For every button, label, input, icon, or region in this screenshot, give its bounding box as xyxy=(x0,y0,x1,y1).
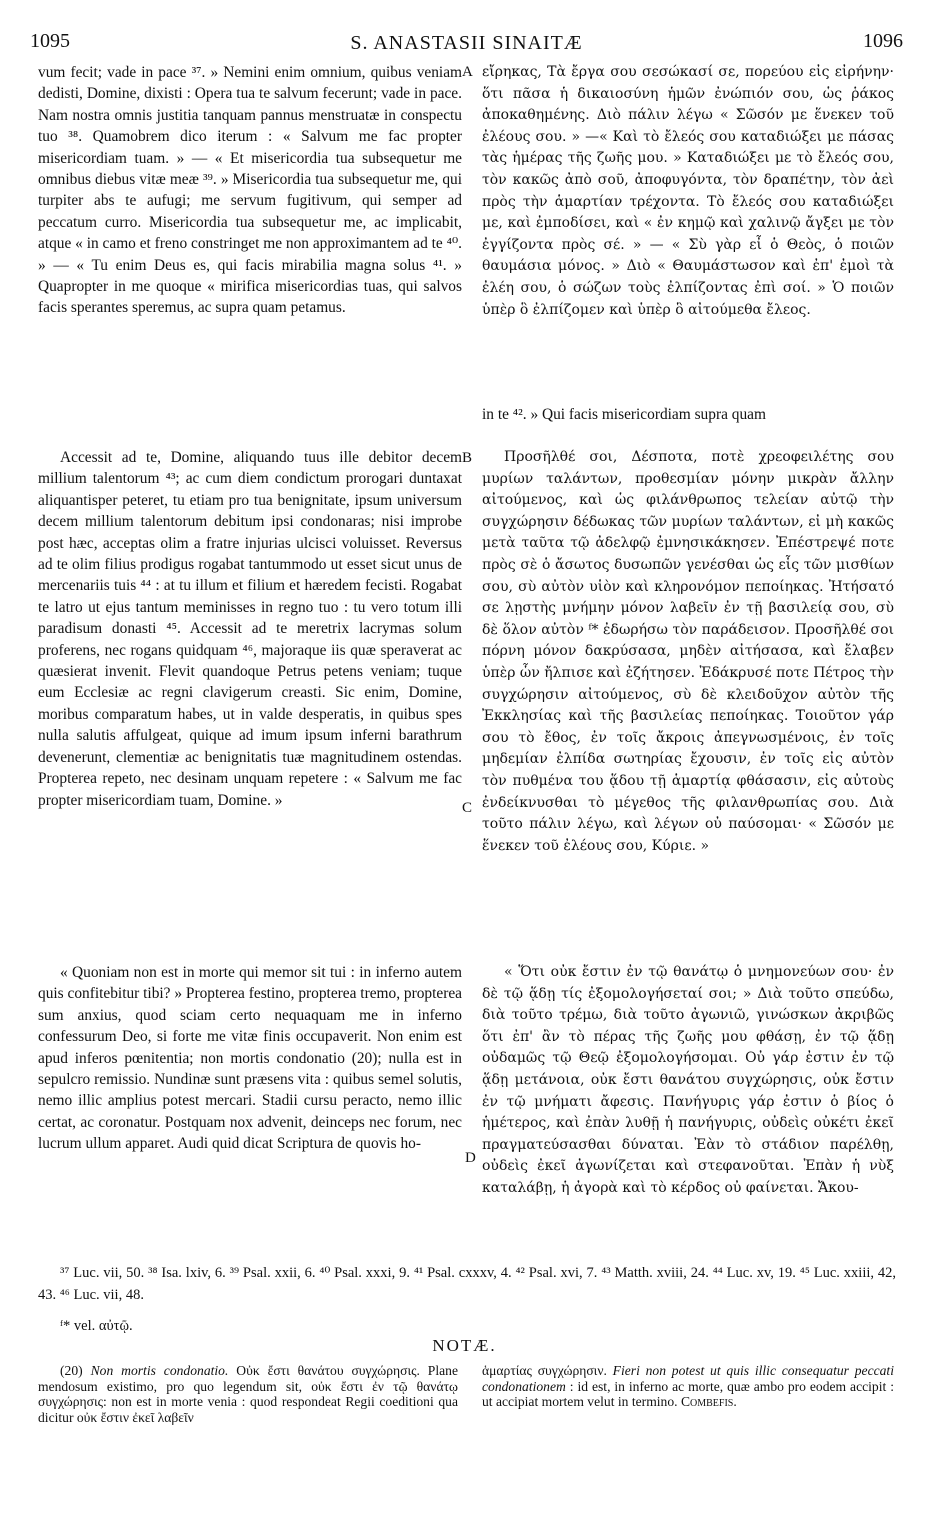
margin-marker-b: B xyxy=(462,450,473,466)
note-lemma: Non mortis condonatio. xyxy=(90,1363,229,1378)
footnote-references: ³⁷ Luc. vii, 50. ³⁸ Isa. lxiv, 6. ³⁹ Psal. xxii, 6. ⁴⁰ Psal. xxxi, 9. ⁴¹ Psal. cxxxv, 4. ⁴² Psal. xvi, 7. ⁴³ Matth. xviii, 24. ⁴⁴ Luc. xv, 19. ⁴⁵ Luc. xxiii, 42, 43. ⁴⁶ Luc. vii, 48. xyxy=(38,1265,896,1303)
greek-paragraph-3: « Ὅτι οὐκ ἔστιν ἐν τῷ θανάτῳ ὁ μνημονεύων σου· ἐν δὲ τῷ ᾅδῃ τίς ἐξομολογήσεταί σοι; » Διὰ τοῦτο σπεύδω, διὰ τοῦτο τρέμω, διὰ τοῦτο ἀγωνιῶ, γινώσκων ἀκριβῶς ὅτι ἐπ' ἂν τὸ πέρας τῆς ζωῆς μου φθάσῃ, ἐν τῷ ᾅδῃ οὐδαμῶς τῷ Θεῷ ἐξομολογήσομαι. Οὐ γάρ ἐστιν ἐν τῷ ᾅδῃ μετάνοια, οὐκ ἔστι θανάτου συγχώρησις, οὐκ ἔστιν ἐν τῷ μνήματι ἄφεσις. Πανήγυρις γάρ ἐστιν ὁ βίος ὁ ἡμέτερος, καὶ ἐπὰν λυθῇ ἡ πανήγυρις, οὐδεὶς οὐκέτι ἐκεῖ πραγματεύσασθαι δύναται. Ἐὰν τὸ στάδιον παρέλθῃ, οὐδεὶς ἐκεῖ ἀγωνίζεται καὶ στεφανοῦται. Ἐπὰν ἡ νὺξ καταλάβῃ, ἡ ἀγορὰ καὶ τὸ κέρδος οὐ φαίνεται. Ἄκου- xyxy=(482,964,894,1196)
greek-paragraph-1: εἴρηκας, Τὰ ἔργα σου σεσώκασί σε, πορεύου εἰς εἰρήνην· ὅτι πᾶσα ἡ δικαιοσύνη ἡμῶν ἐνώπιόν σου, ὡς ῥάκος ἀποκαθημένης. Διὸ πάλιν λέγω « Σῶσόν με ἕνεκεν τοῦ ἐλέους σου. » —« Καὶ τὸ ἔλεός σου καταδιώξει με πάσας τὰς ἡμέρας τῆς ζωῆς μου. » Καταδιώξει με τὸ ἔλεός σου, τὸν κακῶς ἀπὸ σοῦ, ἀποφυγόντα, τὸν δραπέτην, τὸν ἀεὶ πρὸς τὴν ἁμαρτίαν τρέχοντα. Τὸ ἔλεός σου καταδιώξει με, καὶ ἐμποδίσει, καὶ « ἐν κημῷ καὶ χαλινῷ ἄγξει με τὸν ἐγγίζοντα πρὸς σέ. » — « Σὺ γὰρ εἶ ὁ Θεὸς, ὁ ποιῶν θαυμάσια μόνος. » Διὸ « Θαυμάστωσον καὶ ἐπ' ἐμοὶ τὰ ἐλέη σου, ὁ σώζων τοὺς ἐλπίζοντας ἐπὶ σοί. » Ὁ ποιῶν ὑπὲρ ὃ ἐλπίζομεν καὶ ὑπὲρ ὃ αἰτούμεθα ἔλεος. xyxy=(482,64,894,318)
greek-column-block-b xyxy=(482,447,894,857)
latin-continuation-text: in te ⁴². » Qui facis misericordiam supra quam xyxy=(482,406,766,423)
latin-column-block-a xyxy=(38,62,462,319)
page-number-left: 1095 xyxy=(30,30,70,52)
margin-marker-c: C xyxy=(462,800,473,816)
note-left-text: Οὐκ ἔστι θανάτου συγχώρησις. Plane mendosum existimo, pro quo legendum sit, οὐκ ἔστι ἐν τῷ θανάτῳ συγχώρησις: non est in morte venia : quod respondeat Regii coeditioni qua dicitur οὐκ ἔστιν ἐκεῖ λαβεῖν xyxy=(38,1363,458,1425)
variant-note: ᶠ* vel. αὐτῷ. xyxy=(60,1318,133,1334)
note-right-text: : id est, in inferno ac morte, quæ ambo pro eodem accipit : ut accipiat mortem velut in termino. xyxy=(482,1378,894,1410)
greek-column-block-a xyxy=(482,62,894,321)
notae-left-column xyxy=(38,1363,458,1425)
greek-paragraph-2: Προσῆλθέ σοι, Δέσποτα, ποτὲ χρεοφειλέτης σου μυρίων ταλάντων, προθεσμίαν μόνην μικρὰν ἄλλην αἰτούμενος, καὶ ὡς φιλάνθρωπος τελείαν αὐτῷ τὴν συγχώρησιν δέδωκας τῶν μυρίων ταλάντων, εἰ μὴ κακῶς μετὰ ταῦτα τῷ ἀδελφῷ ἐμνησικάκησεν. Ἐπέστρεψέ ποτε πρὸς σὲ ὁ ἄσωτος δυσωπῶν γενέσθαι ὡς εἷς τῶν μισθίων σου, σὺ αὐτὸν υἱὸν καὶ κληρονόμον πεποίηκας. Ἠτήσατό σε λῃστὴς μνήμην μόνον λαβεῖν ἐν τῇ βασιλείᾳ σου, σὺ δὲ ὅλον αὐτὸν ᶠ* ἐδωρήσω τὸν παράδεισον. Προσῆλθέ σοι πόρνη μόνον δακρύσασα, μηδὲν αἰτήσασα, καὶ ἔλαβεν ὑπὲρ ὧν ἤλπισε καὶ ἐζήτησεν. Ἐδάκρυσέ ποτε Πέτρος τὴν συγχώρησιν αἰτούμενος, σὺ δὲ κλειδοῦχον αὐτὸν τῆς Ἐκκλησίας καὶ τῆς βασιλείας πεποίηκας. Τοιοῦτον γάρ σου τὸ ἔθος, ἐν τοῖς ἄκροις ἀπεγνωσμένοις, ἐν τοῖς μηδεμίαν ἐλπίδα σωτηρίας ἔχουσιν, ἐν τοῖς εἰς αὐτὸν τὸν πυθμένα του ᾅδου τῇ ἁμαρτίᾳ φθάσασιν, εἰς αὐτοὺς ἐνδείκνυσθαι τὸ μέγεθος τῆς φιλανθρωπίας σου. Διὰ τοῦτο πάλιν λέγω, καὶ λέγων οὐ παύσομαι· « Σῶσόν με ἕνεκεν τοῦ ἐλέους σου, Κύριε. » xyxy=(482,449,894,854)
margin-marker-d: D xyxy=(465,1150,476,1166)
latin-paragraph-3: « Quoniam non est in morte qui memor sit tui : in inferno autem quis confitebitur tibi? » Propterea festino, propterea tremo, propterea sum anxius, quod sciam certo nequaquam me in inferno confessurum Deo, si forte me vitæ finis occupaverit. Non enim est apud inferos pœnitentia; non mortis condonatio (20); nulla est in sepulcro remissio. Nundinæ sunt præsens vita : quibus semel solutis, nemo illic amplius potest mercari. Stadii cursu peracto, nemo illic certat, ac coronatur. Postquam nox advenit, deinceps nec forum, nec lucrum ullum apparet. Audi quid dicat Scriptura de quovis ho- xyxy=(38,964,462,1153)
latin-continuation xyxy=(482,404,894,425)
note-right-greek: ἁμαρτίας συγχώρησιν. xyxy=(482,1363,607,1378)
notae-right-column xyxy=(482,1363,894,1410)
latin-paragraph-2: Accessit ad te, Domine, aliquando tuus ille debitor decem millium talentorum ⁴³; ac cum diem condictum prorogari duntaxat aliquantisper peteret, tu etiam pro tua benignitate, ipsum universum decem millium talentorum debitum ipsi condonaras; nisi improbe post hæc, acceptas olim a fratre injurias ulcisci voluisset. Reversus ad te olim filius prodigus rogabat tantummodo ut esset sicut unus de mercenariis tuis ⁴⁴ : at tu illum et filium et hæredem fecisti. Rogabat te latro ut ejus tantum meminisses in regno tuo : tu vero totum illi paradisum donasti ⁴⁵. Accessit ad te meretrix lacrymas solum proferens, nec rogans quidquam ⁴⁶, majoraque iis quæ speraverat ac quæsierat invenit. Flevit quandoque Petrus petens veniam; tuque eum Ecclesiæ ac regni clavigerum creasti. Sic enim, Domine, moribus comparatum habes, ut in valde desperatis, in quibus spes nulla salutis affulgeat, quique ad imum ipsum inferni barathrum devenerunt, clementiæ ac benignitatis tuæ magnitudinem ostendas. Propterea repeto, nec desinam unquam repetere : « Salvum me fac propter misericordiam tuam, Domine. » xyxy=(38,449,462,809)
notae-heading: NOTÆ. xyxy=(432,1336,497,1355)
note-number: (20) xyxy=(60,1363,83,1378)
greek-column-block-c xyxy=(482,962,894,1200)
margin-marker-a: A xyxy=(462,64,473,80)
latin-column-block-b xyxy=(38,447,462,811)
note-author: Combefis. xyxy=(680,1394,737,1410)
page-number-right: 1096 xyxy=(863,30,903,52)
latin-column-block-c xyxy=(38,962,462,1155)
note-right-italic: Fieri non potest ut quis illic consequatur peccati condonationem xyxy=(482,1363,894,1394)
running-header xyxy=(30,30,903,56)
latin-paragraph-1: vum fecit; vade in pace ³⁷. » Nemini enim omnium, quibus veniam dedisti, Domine, dixisti : Opera tua te salvum fecerunt; vade in pace. Nam nostra omnis justitia tanquam pannus menstruatæ in conspectu tuo ³⁸. Quamobrem dico iterum : « Salvum me fac propter misericordiam tuam. » — « Et misericordia tua subsequetur me omnibus diebus vitæ meæ ³⁹. » Misericordia tua subsequetur me, qui turpiter abs te aufugi; me servum fugitivum, qui semper ad peccatum curro. Misericordia tua subsequetur me, ac implicabit, atque « in camo et freno constringet me non approximantem ad te ⁴⁰. » — « Tu enim Deus es, qui facis mirabilia magna solus ⁴¹. » Quapropter in me quoque « mirifica misericordias tuas, qui salvos facis sperantes speremus, ac supra quam petamus. xyxy=(38,64,462,317)
running-title: S. ANASTASII SINAITÆ xyxy=(350,32,583,54)
